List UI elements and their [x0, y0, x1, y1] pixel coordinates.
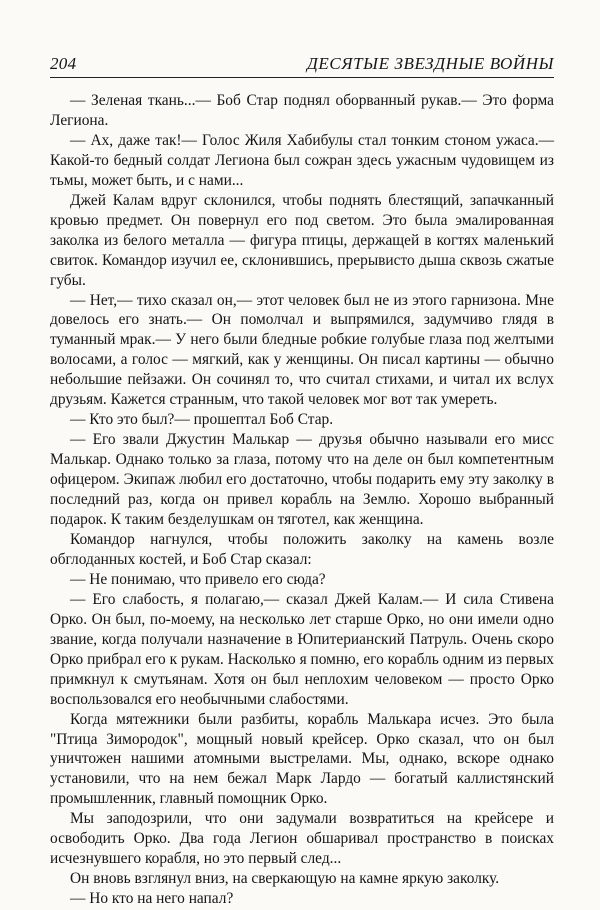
running-title: ДЕСЯТЫЕ ЗВЕЗДНЫЕ ВОЙНЫ — [307, 54, 554, 73]
paragraph: — Ах, даже так!— Голос Жиля Хабибулы стал тонким стоном ужаса.— Какой-то бедный солдат Легиона был сожран здесь ужасным чудовищем из тьмы, может быть, и с нами... — [50, 131, 554, 189]
paragraph: Он вновь взглянул вниз, на сверкающую на камне яркую заколку. — [70, 870, 500, 888]
paragraph: Джей Калам вдруг склонился, чтобы поднять блестящий, запачканный кровью предмет. Он повернул его под светом. Это была эмалированная заколка из белого металла — фигура птицы, держащей в когтях маленький свиток. Командор изучил ее, склонившись, прерывисто дыша сквозь сжатые губы. — [50, 191, 554, 289]
running-header — [50, 54, 554, 78]
paragraph: Когда мятежники были разбиты, корабль Малькара исчез. Это была "Птица Зимородок", мощный новый крейсер. Орко сказал, что он был уничтожен нашими атомными выстрелами. Мы, однако, вскоре однако установили, что на нем бежал Марк Лардо — богатый каллистянский промышленник, главный помощник Орко. — [50, 710, 554, 808]
paragraph: — Не понимаю, что привело его сюда? — [70, 570, 326, 588]
paragraph: — Кто это был?— прошептал Боб Стар. — [70, 411, 334, 429]
paragraph: Командор нагнулся, чтобы положить заколку на камень возле обглоданных костей, и Боб Стар сказал: — [50, 530, 554, 568]
paragraph: Мы заподозрили, что они задумали возвратиться на крейсере и освободить Орко. Два года Легион обшаривал пространство в поисках исчезнувшего корабля, но это первый след... — [50, 810, 554, 868]
paragraph: — Нет,— тихо сказал он,— этот человек был не из этого гарнизона. Мне довелось его знать.— Он помолчал и выпрямился, задумчиво глядя в туманный мрак.— У него были бледные робкие голубые глаза под желтыми волосами, а голос — мягкий, как у женщины. Он писал картины — обычно небольшие пейзажи. Он сочинял то, что считал стихами, и читал их вслух друзьям. Кажется странным, что такой человек мог вот так умереть. — [50, 291, 554, 409]
paragraph: — Зеленая ткань...— Боб Стар поднял оборванный рукав.— Это форма Легиона. — [50, 92, 554, 129]
paragraph: — Но кто на него напал? — [70, 890, 234, 908]
paragraph: — Его звали Джустин Малькар — друзья обычно называли его мисс Малькар. Однако только за глаза, потому что на деле он был компетентным офицером. Экипаж любил его достаточно, чтобы подарить ему эту заколку в последний раз, когда он привел корабль на Землю. Хорошо выбранный подарок. К таким безделушкам он тяготел, как женщина. — [50, 431, 554, 529]
page-number: 204 — [50, 54, 77, 73]
paragraph: — Его слабость, я полагаю,— сказал Джей Калам.— И сила Стивена Орко. Он был, по-моему, на несколько лет старше Орко, но они имели одно звание, когда получали назначение в Юпитерианский Патруль. Очень скоро Орко прибрал его к рукам. Насколько я помню, его корабль одним из первых примкнул к смутьянам. Хотя он был неплохим человеком — просто Орко воспользовался его необычными слабостями. — [50, 590, 554, 708]
body-text — [50, 91, 554, 909]
